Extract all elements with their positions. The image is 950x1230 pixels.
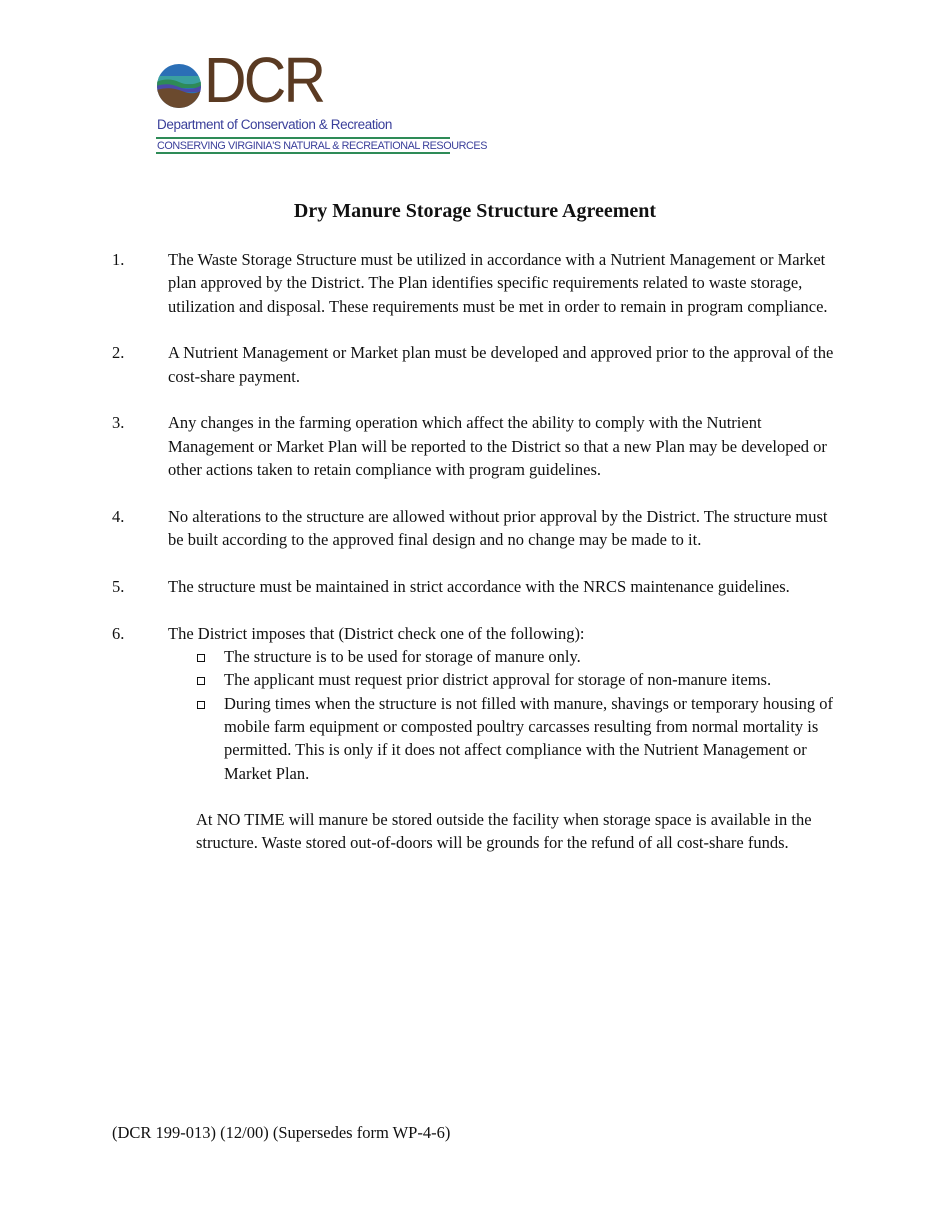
agreement-list bbox=[112, 248, 842, 878]
option-checkbox[interactable] bbox=[197, 677, 205, 685]
option-checkbox[interactable] bbox=[197, 654, 205, 662]
item-number: 1. bbox=[112, 250, 125, 269]
agreement-item bbox=[112, 411, 842, 481]
agreement-item bbox=[112, 248, 842, 318]
item-number: 4. bbox=[112, 506, 125, 526]
item-text: No alterations to the structure are allowed without prior approval by the District. The structure must be built according to the approved final design and no change may be made to it. bbox=[168, 506, 828, 550]
option-item bbox=[196, 645, 842, 668]
form-footer: (DCR 199-013) (12/00) (Supersedes form WP-4-6) bbox=[112, 1123, 451, 1142]
agreement-item bbox=[112, 575, 842, 598]
option-checkbox[interactable] bbox=[197, 701, 205, 709]
item-text: The District imposes that (District check one of the following): bbox=[168, 623, 585, 643]
item-number: 6. bbox=[112, 623, 125, 643]
dcr-globe-icon bbox=[156, 60, 202, 112]
option-item bbox=[196, 668, 842, 691]
item-number: 3. bbox=[112, 413, 125, 433]
agreement-item bbox=[112, 505, 842, 552]
dcr-logo bbox=[156, 44, 488, 158]
logo-department: Department of Conservation & Recreation bbox=[157, 117, 393, 132]
option-text: The applicant must request prior district approval for storage of non-manure items. bbox=[224, 670, 772, 690]
item-number: 5. bbox=[112, 576, 125, 596]
option-text: The structure is to be used for storage of manure only. bbox=[224, 647, 581, 667]
agreement-item bbox=[112, 341, 842, 388]
storage-warning: At NO TIME will manure be stored outside the facility when storage space is available in the structure. Waste stored out-of-doors will be grounds for the refund of all cost-share funds. bbox=[196, 809, 812, 853]
item-text: The structure must be maintained in strict accordance with the NRCS maintenance guidelines. bbox=[168, 576, 790, 596]
district-options bbox=[168, 645, 842, 785]
agreement-item bbox=[112, 622, 842, 855]
item-number: 2. bbox=[112, 343, 125, 363]
option-item bbox=[196, 692, 842, 785]
option-text: During times when the structure is not filled with manure, shavings or temporary housing of mobile farm equipment or composted poultry carcasses resulting from normal mortality is permitted. This is only if it does not affect compliance with the Nutrient Management or Market Plan. bbox=[224, 693, 834, 783]
item-text: A Nutrient Management or Market plan must be developed and approved prior to the approval of the cost-share payment. bbox=[168, 343, 834, 386]
logo-tagline: CONSERVING VIRGINIA'S NATURAL & RECREATIONAL RESOURCES bbox=[156, 137, 450, 154]
item-text: The Waste Storage Structure must be utilized in accordance with a Nutrient Management or Market plan approved by the District. The Plan identifies specific requirements related to waste storage, utilization and disposal. These requirements must be met in order to remain in program compliance. bbox=[168, 250, 828, 316]
item-text: Any changes in the farming operation which affect the ability to comply with the Nutrient Management or Market Plan will be reported to the District so that a new Plan may be developed or other actions taken to retain compliance with program guidelines. bbox=[168, 413, 827, 480]
page-title: Dry Manure Storage Structure Agreement bbox=[293, 200, 657, 222]
logo-wordmark: DCR bbox=[204, 44, 324, 116]
